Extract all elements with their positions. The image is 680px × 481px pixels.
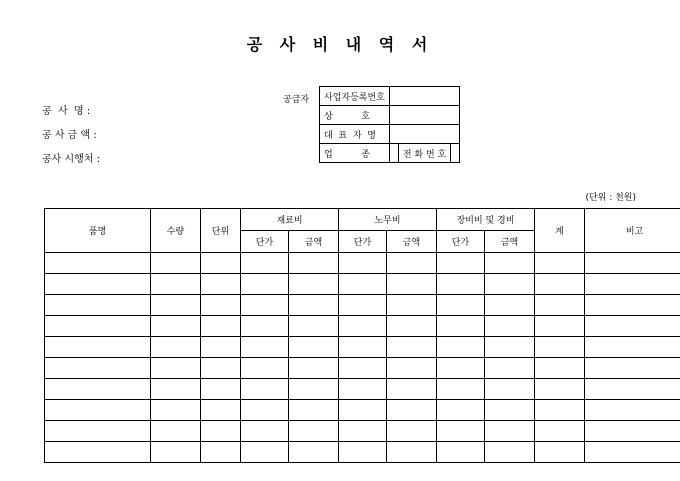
- cell-labor-unit-price[interactable]: [339, 253, 387, 274]
- cell-note[interactable]: [585, 421, 680, 442]
- cell-quantity[interactable]: [151, 274, 201, 295]
- cell-material-unit-price[interactable]: [241, 253, 289, 274]
- cell-material-unit-price[interactable]: [241, 295, 289, 316]
- cell-labor-amount[interactable]: [387, 274, 437, 295]
- supplier-label-business-type: 업 종: [320, 144, 390, 163]
- cell-material-amount[interactable]: [289, 295, 339, 316]
- cell-unit[interactable]: [201, 295, 241, 316]
- column-header-equipment-cost: 장비비 및 경비: [437, 209, 535, 231]
- cell-unit[interactable]: [201, 442, 241, 463]
- cell-unit[interactable]: [201, 358, 241, 379]
- column-subheader-material-amount: 금액: [289, 231, 339, 253]
- cell-note[interactable]: [585, 337, 680, 358]
- cell-equipment-unit-price[interactable]: [437, 442, 485, 463]
- table-row: [45, 442, 680, 463]
- cell-labor-unit-price[interactable]: [339, 274, 387, 295]
- cell-labor-unit-price[interactable]: [339, 337, 387, 358]
- cell-name[interactable]: [45, 421, 151, 442]
- cell-material-amount[interactable]: [289, 274, 339, 295]
- cell-labor-unit-price[interactable]: [339, 358, 387, 379]
- label-project-amount: 공 사 금 액 :: [42, 130, 97, 141]
- cell-equipment-amount[interactable]: [485, 316, 535, 337]
- column-subheader-equipment-unit-price: 단가: [437, 231, 485, 253]
- cell-equipment-amount[interactable]: [485, 253, 535, 274]
- table-row: [45, 274, 680, 295]
- supplier-value-telephone[interactable]: [451, 144, 460, 163]
- cell-unit[interactable]: [201, 400, 241, 421]
- cell-total[interactable]: [535, 400, 585, 421]
- cell-equipment-unit-price[interactable]: [437, 316, 485, 337]
- supplier-tag-label: 공급자: [283, 95, 310, 105]
- cell-material-amount[interactable]: [289, 442, 339, 463]
- cell-equipment-amount[interactable]: [485, 421, 535, 442]
- cell-labor-unit-price[interactable]: [339, 442, 387, 463]
- table-row: [45, 253, 680, 274]
- cell-material-amount[interactable]: [289, 253, 339, 274]
- cell-quantity[interactable]: [151, 316, 201, 337]
- cell-note[interactable]: [585, 400, 680, 421]
- column-header-material-cost: 재료비: [241, 209, 339, 231]
- cell-unit[interactable]: [201, 253, 241, 274]
- cell-name[interactable]: [45, 379, 151, 400]
- cell-name[interactable]: [45, 295, 151, 316]
- column-subheader-equipment-amount: 금액: [485, 231, 535, 253]
- supplier-label-representative: 대 표 자 명: [320, 125, 390, 144]
- cell-quantity[interactable]: [151, 442, 201, 463]
- cell-name[interactable]: [45, 400, 151, 421]
- cell-total[interactable]: [535, 253, 585, 274]
- cell-note[interactable]: [585, 274, 680, 295]
- table-row: [320, 125, 460, 144]
- cell-total[interactable]: [535, 337, 585, 358]
- cell-labor-amount[interactable]: [387, 295, 437, 316]
- cell-material-unit-price[interactable]: [241, 442, 289, 463]
- cell-equipment-unit-price[interactable]: [437, 274, 485, 295]
- cell-equipment-amount[interactable]: [485, 379, 535, 400]
- cell-material-unit-price[interactable]: [241, 400, 289, 421]
- cell-labor-unit-price[interactable]: [339, 379, 387, 400]
- cell-name[interactable]: [45, 253, 151, 274]
- supplier-label-company-name: 상 호: [320, 106, 390, 125]
- cell-labor-unit-price[interactable]: [339, 295, 387, 316]
- project-info-block: [42, 100, 100, 172]
- cell-labor-unit-price[interactable]: [339, 316, 387, 337]
- cell-material-unit-price[interactable]: [241, 337, 289, 358]
- supplier-value-company-name[interactable]: [389, 106, 459, 125]
- cell-equipment-unit-price[interactable]: [437, 421, 485, 442]
- table-body: [45, 253, 680, 463]
- table-row: [45, 337, 680, 358]
- cell-name[interactable]: [45, 274, 151, 295]
- supplier-value-business-type[interactable]: [389, 144, 398, 163]
- column-header-unit: 단위: [201, 209, 241, 253]
- cell-name[interactable]: [45, 358, 151, 379]
- cost-breakdown-table: [44, 208, 680, 463]
- cell-unit[interactable]: [201, 274, 241, 295]
- cell-material-amount[interactable]: [289, 316, 339, 337]
- table-row: [320, 106, 460, 125]
- column-header-note: 비고: [585, 209, 680, 253]
- cell-equipment-amount[interactable]: [485, 274, 535, 295]
- cell-note[interactable]: [585, 379, 680, 400]
- table-row: [320, 144, 460, 163]
- cell-material-unit-price[interactable]: [241, 421, 289, 442]
- cell-unit[interactable]: [201, 379, 241, 400]
- cell-material-amount[interactable]: [289, 337, 339, 358]
- cell-total[interactable]: [535, 379, 585, 400]
- cell-note[interactable]: [585, 253, 680, 274]
- cell-note[interactable]: [585, 442, 680, 463]
- column-subheader-labor-amount: 금액: [387, 231, 437, 253]
- column-subheader-material-unit-price: 단가: [241, 231, 289, 253]
- cell-labor-amount[interactable]: [387, 421, 437, 442]
- table-header-row: [45, 209, 680, 231]
- cell-equipment-amount[interactable]: [485, 295, 535, 316]
- cell-equipment-unit-price[interactable]: [437, 295, 485, 316]
- cell-labor-amount[interactable]: [387, 316, 437, 337]
- cell-material-amount[interactable]: [289, 421, 339, 442]
- cell-material-amount[interactable]: [289, 379, 339, 400]
- table-row: [45, 379, 680, 400]
- cell-equipment-unit-price[interactable]: [437, 379, 485, 400]
- cell-labor-amount[interactable]: [387, 253, 437, 274]
- cell-labor-amount[interactable]: [387, 400, 437, 421]
- table-row: [320, 87, 460, 106]
- cell-equipment-unit-price[interactable]: [437, 337, 485, 358]
- cell-name[interactable]: [45, 442, 151, 463]
- cell-equipment-amount[interactable]: [485, 442, 535, 463]
- supplier-label-telephone: 전 화 번 호: [398, 144, 450, 163]
- cell-name[interactable]: [45, 337, 151, 358]
- cell-total[interactable]: [535, 421, 585, 442]
- column-header-total: 계: [535, 209, 585, 253]
- cell-quantity[interactable]: [151, 379, 201, 400]
- table-row: [45, 316, 680, 337]
- cell-note[interactable]: [585, 316, 680, 337]
- cell-total[interactable]: [535, 358, 585, 379]
- cell-quantity[interactable]: [151, 358, 201, 379]
- cell-labor-amount[interactable]: [387, 379, 437, 400]
- supplier-label-business-number: 사업자등록번호: [320, 87, 390, 106]
- cell-total[interactable]: [535, 442, 585, 463]
- cell-material-unit-price[interactable]: [241, 316, 289, 337]
- cell-total[interactable]: [535, 316, 585, 337]
- cell-unit[interactable]: [201, 337, 241, 358]
- column-header-name: 품명: [45, 209, 151, 253]
- cell-labor-unit-price[interactable]: [339, 421, 387, 442]
- table-row: [45, 421, 680, 442]
- cell-quantity[interactable]: [151, 421, 201, 442]
- column-header-quantity: 수량: [151, 209, 201, 253]
- cell-material-amount[interactable]: [289, 358, 339, 379]
- cell-quantity[interactable]: [151, 400, 201, 421]
- cell-labor-amount[interactable]: [387, 337, 437, 358]
- cell-material-amount[interactable]: [289, 400, 339, 421]
- cell-note[interactable]: [585, 358, 680, 379]
- cell-total[interactable]: [535, 295, 585, 316]
- cell-quantity[interactable]: [151, 295, 201, 316]
- cell-labor-amount[interactable]: [387, 358, 437, 379]
- cell-equipment-unit-price[interactable]: [437, 358, 485, 379]
- cell-unit[interactable]: [201, 421, 241, 442]
- cell-equipment-amount[interactable]: [485, 400, 535, 421]
- label-project-client: 공사 시행처 :: [42, 154, 101, 165]
- cell-equipment-unit-price[interactable]: [437, 253, 485, 274]
- cell-equipment-amount[interactable]: [485, 337, 535, 358]
- column-header-labor-cost: 노무비: [339, 209, 437, 231]
- cell-material-unit-price[interactable]: [241, 358, 289, 379]
- table-row: [45, 400, 680, 421]
- supplier-value-representative[interactable]: [389, 125, 459, 144]
- cell-total[interactable]: [535, 274, 585, 295]
- supplier-value-business-number[interactable]: [389, 87, 459, 106]
- cell-name[interactable]: [45, 316, 151, 337]
- cell-quantity[interactable]: [151, 337, 201, 358]
- cell-material-unit-price[interactable]: [241, 379, 289, 400]
- cell-unit[interactable]: [201, 316, 241, 337]
- label-project-name: 공 사 명 :: [42, 106, 91, 117]
- table-row: [45, 295, 680, 316]
- cell-material-unit-price[interactable]: [241, 274, 289, 295]
- cell-labor-amount[interactable]: [387, 442, 437, 463]
- unit-note: (단위 : 천원): [585, 193, 636, 203]
- page-title: 공 사 비 내 역 서: [246, 35, 434, 54]
- table-row: [45, 358, 680, 379]
- cell-equipment-amount[interactable]: [485, 358, 535, 379]
- cell-equipment-unit-price[interactable]: [437, 400, 485, 421]
- cell-labor-unit-price[interactable]: [339, 400, 387, 421]
- column-subheader-labor-unit-price: 단가: [339, 231, 387, 253]
- cell-quantity[interactable]: [151, 253, 201, 274]
- supplier-table: [319, 86, 460, 163]
- cell-note[interactable]: [585, 295, 680, 316]
